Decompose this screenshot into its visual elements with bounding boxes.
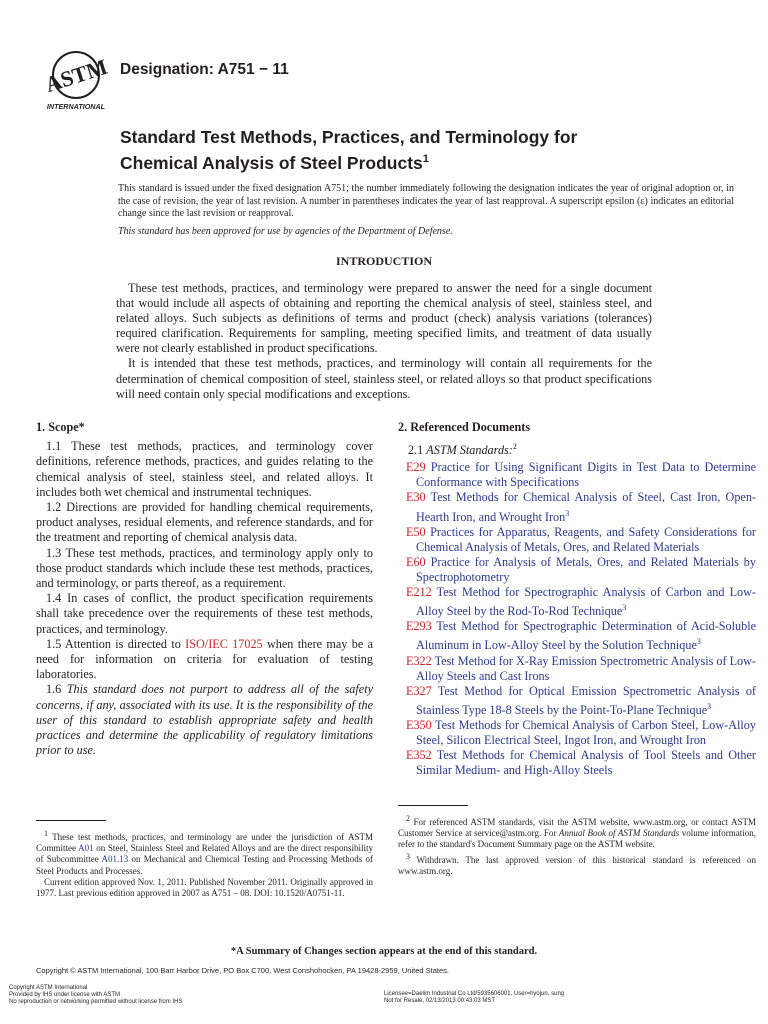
- title-line-2: [120, 148, 720, 174]
- svg-text:ASTM: ASTM: [42, 53, 111, 98]
- reference-item: [398, 525, 756, 555]
- fn2-text-italic: Annual Book of ASTM Standards: [558, 828, 680, 839]
- reference-title: Test Methods for Chemical Analysis of Steel, Cast Iron, Open-Hearth Iron, and Wrought Iron: [416, 490, 756, 524]
- fn3-text: Withdrawn. The last approved version of this historical standard is referenced on www.astm.org.: [398, 854, 756, 876]
- scope-1-2: 1.2 Directions are provided for handling chemical requirements, product analyses, residual elements, and reference standards, and for the treatment and reporting of chemical analysis data.: [36, 500, 373, 545]
- license-right-line-2: Not for Resale, 02/13/2013 00:43:03 MST: [384, 998, 496, 1004]
- dod-statement: This standard has been approved for use by agencies of the Department of Defense.: [118, 226, 453, 237]
- fn2-text-b: volume information, refer to the standard's Document Summary page on the ASTM website.: [398, 828, 756, 850]
- intro-paragraph-2: It is intended that these test methods, practices, and terminology will contain all requirements for the determination of chemical composition of steel, stainless steel, or related alloys so that product specifications will need contain only special modifications and exceptions.: [116, 356, 652, 401]
- astm-standards-num: 2.1: [408, 443, 427, 458]
- introduction-heading: INTRODUCTION: [335, 254, 432, 268]
- document-title: [120, 126, 720, 174]
- astm-logo-mark: [36, 50, 116, 112]
- astm-standards-text: ASTM Standards:: [426, 443, 513, 458]
- reference-code-link[interactable]: E352: [406, 748, 432, 763]
- fn2-marker: 2: [406, 814, 410, 823]
- reference-code-link[interactable]: E29: [406, 460, 426, 475]
- reference-code-link[interactable]: E327: [406, 683, 432, 698]
- scope-heading: 1. Scope*: [36, 420, 85, 434]
- reference-title: Test Method for Optical Emission Spectrometric Analysis of Stainless Type 18-8 Steels by the Point-To-Plane Technique: [416, 683, 756, 717]
- scope-1-5-b: when there may be a need for information on criteria for evaluation of testing laboratories.: [36, 636, 374, 682]
- license-right-line-1: Licensee=Daelim Industrial Co Ltd/5935606001, User=hyojun, sung: [384, 991, 565, 997]
- intro-paragraph-1: These test methods, practices, and terminology were prepared to answer the need for a single document that would include all aspects of obtaining and reporting the chemical analysis of steel, stainless steel, and related alloys. Such subjects as definitions of terms and product (check) analysis variations (tolerances) required clarification. Requirements for sampling, meeting specified limits, and treatment of data usually were not clearly established in product specifications.: [116, 281, 652, 356]
- reference-title: Test Methods for Chemical Analysis of Tool Steels and Other Similar Medium- and High-Alloy Steels: [416, 748, 756, 778]
- reference-item: [398, 619, 756, 653]
- scope-1-1: 1.1 These test methods, practices, and terminology cover definitions, reference methods, practices, and guides relating to the chemical analysis of steel, stainless steel, and related alloys. It includes both wet chemical and instrumental techniques.: [36, 439, 373, 499]
- reference-footnote-marker: 3: [622, 603, 627, 613]
- title-line-2-text: Chemical Analysis of Steel Products: [120, 152, 423, 173]
- license-left-line-3: No reproduction or networking permitted without license from IHS: [9, 999, 183, 1005]
- references-heading: 2. Referenced Documents: [398, 420, 531, 434]
- reference-title: Test Method for Spectrographic Determination of Acid-Soluble Aluminum in Low-Alloy Steel by the Solution Technique: [416, 619, 756, 653]
- designation: Designation: A751 − 11: [120, 61, 289, 78]
- reference-item: [398, 555, 756, 585]
- scope-1-6-num: 1.6: [46, 682, 67, 697]
- reference-code-link[interactable]: E30: [406, 490, 426, 505]
- fn3-marker: 3: [406, 851, 410, 861]
- reference-title: Practice for Analysis of Metals, Ores, and Related Materials by Spectrophotometry: [416, 554, 756, 584]
- footnote-1-edition: Current edition approved Nov. 1, 2011. Published November 2011. Originally approved in 1977. Last previous edition approved in 2007 as A751 – 08. DOI: 10.1520/A0751-11.: [36, 876, 373, 899]
- reference-title: Test Method for Spectrographic Analysis of Carbon and Low-Alloy Steel by the Rod-To-Rod Technique: [416, 585, 756, 619]
- preamble: This standard is issued under the fixed designation A751; the number immediately following the designation indicates the year of original adoption or, in the case of revision, the year of last revision. A number in parentheses indicates the year of last reapproval. A superscript epsilon (ε) indicates an editorial change since the last revision or reapproval.: [118, 183, 734, 219]
- footnote-3: [398, 851, 756, 877]
- reference-code-link[interactable]: E60: [406, 554, 426, 569]
- astm-standards-sup: 2: [512, 442, 517, 452]
- footnote-rule-left: [36, 820, 106, 821]
- astm-logo: [36, 50, 116, 112]
- footnotes-right: [398, 813, 756, 877]
- footnotes-left: [36, 828, 373, 899]
- scope-1-3: 1.3 These test methods, practices, and terminology apply only to those product standards which include these test methods, practices, and terminology, or parts thereof, as a requirement.: [36, 545, 373, 591]
- fn1-text-b: on Steel, Stainless Steel and Related Alloys and are the direct responsibility of Subcommittee: [36, 843, 373, 865]
- logo-text: INTERNATIONAL: [46, 102, 106, 111]
- reference-footnote-marker: 3: [696, 637, 701, 647]
- reference-title: Test Method for X-Ray Emission Spectrometric Analysis of Low-Alloy Steels and Cast Irons: [416, 653, 756, 683]
- iso-17025-link[interactable]: ISO/IEC 17025: [185, 636, 263, 651]
- reference-item: [398, 460, 756, 490]
- reference-item: [398, 585, 756, 619]
- reference-code-link[interactable]: E322: [406, 653, 432, 668]
- fn1-text-a: These test methods, practices, and terminology are under the jurisdiction of ASTM Committee: [36, 832, 373, 854]
- fn1-marker: 1: [44, 829, 48, 838]
- reference-footnote-marker: 3: [565, 508, 570, 518]
- scope-1-6: [36, 682, 373, 758]
- license-left-line-2: Provided by IHS under license with ASTM: [9, 992, 121, 998]
- reference-title: Practices for Apparatus, Reagents, and Safety Considerations for Chemical Analysis of Metals, Ores, and Related Materials: [416, 524, 756, 554]
- reference-item: [398, 684, 756, 718]
- scope-1-5-a: 1.5 Attention is directed to: [46, 636, 186, 651]
- scope-section: [36, 420, 373, 758]
- license-left-line-1: Copyright ASTM International: [9, 985, 88, 991]
- reference-footnote-marker: 3: [707, 701, 712, 711]
- reference-item: [398, 654, 756, 684]
- fn2-text-a: For referenced ASTM standards, visit the ASTM website, www.astm.org, or contact ASTM Customer Service at service@astm.org. For: [398, 817, 756, 839]
- scope-1-6-text: This standard does not purport to address all of the safety concerns, if any, associated with its use. It is the responsibility of the user of this standard to establish appropriate safety and health practices and determine the applicability of regulatory limitations prior to use.: [36, 682, 373, 758]
- referenced-documents-section: [398, 420, 756, 778]
- reference-title: Test Methods for Chemical Analysis of Carbon Steel, Low-Alloy Steel, Silicon Electrical Steel, Ingot Iron, and Wrought Iron: [416, 718, 756, 748]
- introduction: [116, 281, 652, 402]
- reference-item: [398, 718, 756, 748]
- copyright-line: Copyright © ASTM International, 100 Barr Harbor Drive, PO Box C700, West Conshohocken, PA 19428-2959, United States.: [36, 966, 449, 975]
- footnote-rule-right: [398, 805, 468, 806]
- reference-item: [398, 490, 756, 524]
- reference-code-link[interactable]: E350: [406, 718, 432, 732]
- a01-13-link[interactable]: A01.13: [101, 854, 129, 865]
- reference-item: [398, 748, 756, 778]
- a01-link[interactable]: A01: [78, 843, 94, 854]
- footnote-1: [36, 828, 373, 877]
- scope-1-4: 1.4 In cases of conflict, the product specification requirements shall take precedence over the requirements of these test methods, practices, and terminology.: [36, 591, 373, 636]
- footnote-2: [398, 813, 756, 851]
- astm-standards-label: [408, 439, 756, 458]
- reference-code-link[interactable]: E212: [406, 585, 432, 600]
- summary-of-changes-note: *A Summary of Changes section appears at the end of this standard.: [230, 946, 538, 957]
- fn1-text-c: on Mechanical and Chemical Testing and Processing Methods of Steel Products and Processes.: [36, 854, 373, 876]
- license-right: [384, 991, 564, 1005]
- license-left: [9, 985, 182, 1006]
- title-footnote-marker: 1: [422, 153, 429, 165]
- reference-list: [398, 460, 756, 778]
- reference-title: Practice for Using Significant Digits in Test Data to Determine Conformance with Specifications: [416, 460, 756, 490]
- scope-1-5: [36, 637, 373, 683]
- title-line-1: Standard Test Methods, Practices, and Terminology for: [120, 127, 578, 147]
- reference-code-link[interactable]: E293: [406, 619, 432, 634]
- reference-code-link[interactable]: E50: [406, 524, 426, 539]
